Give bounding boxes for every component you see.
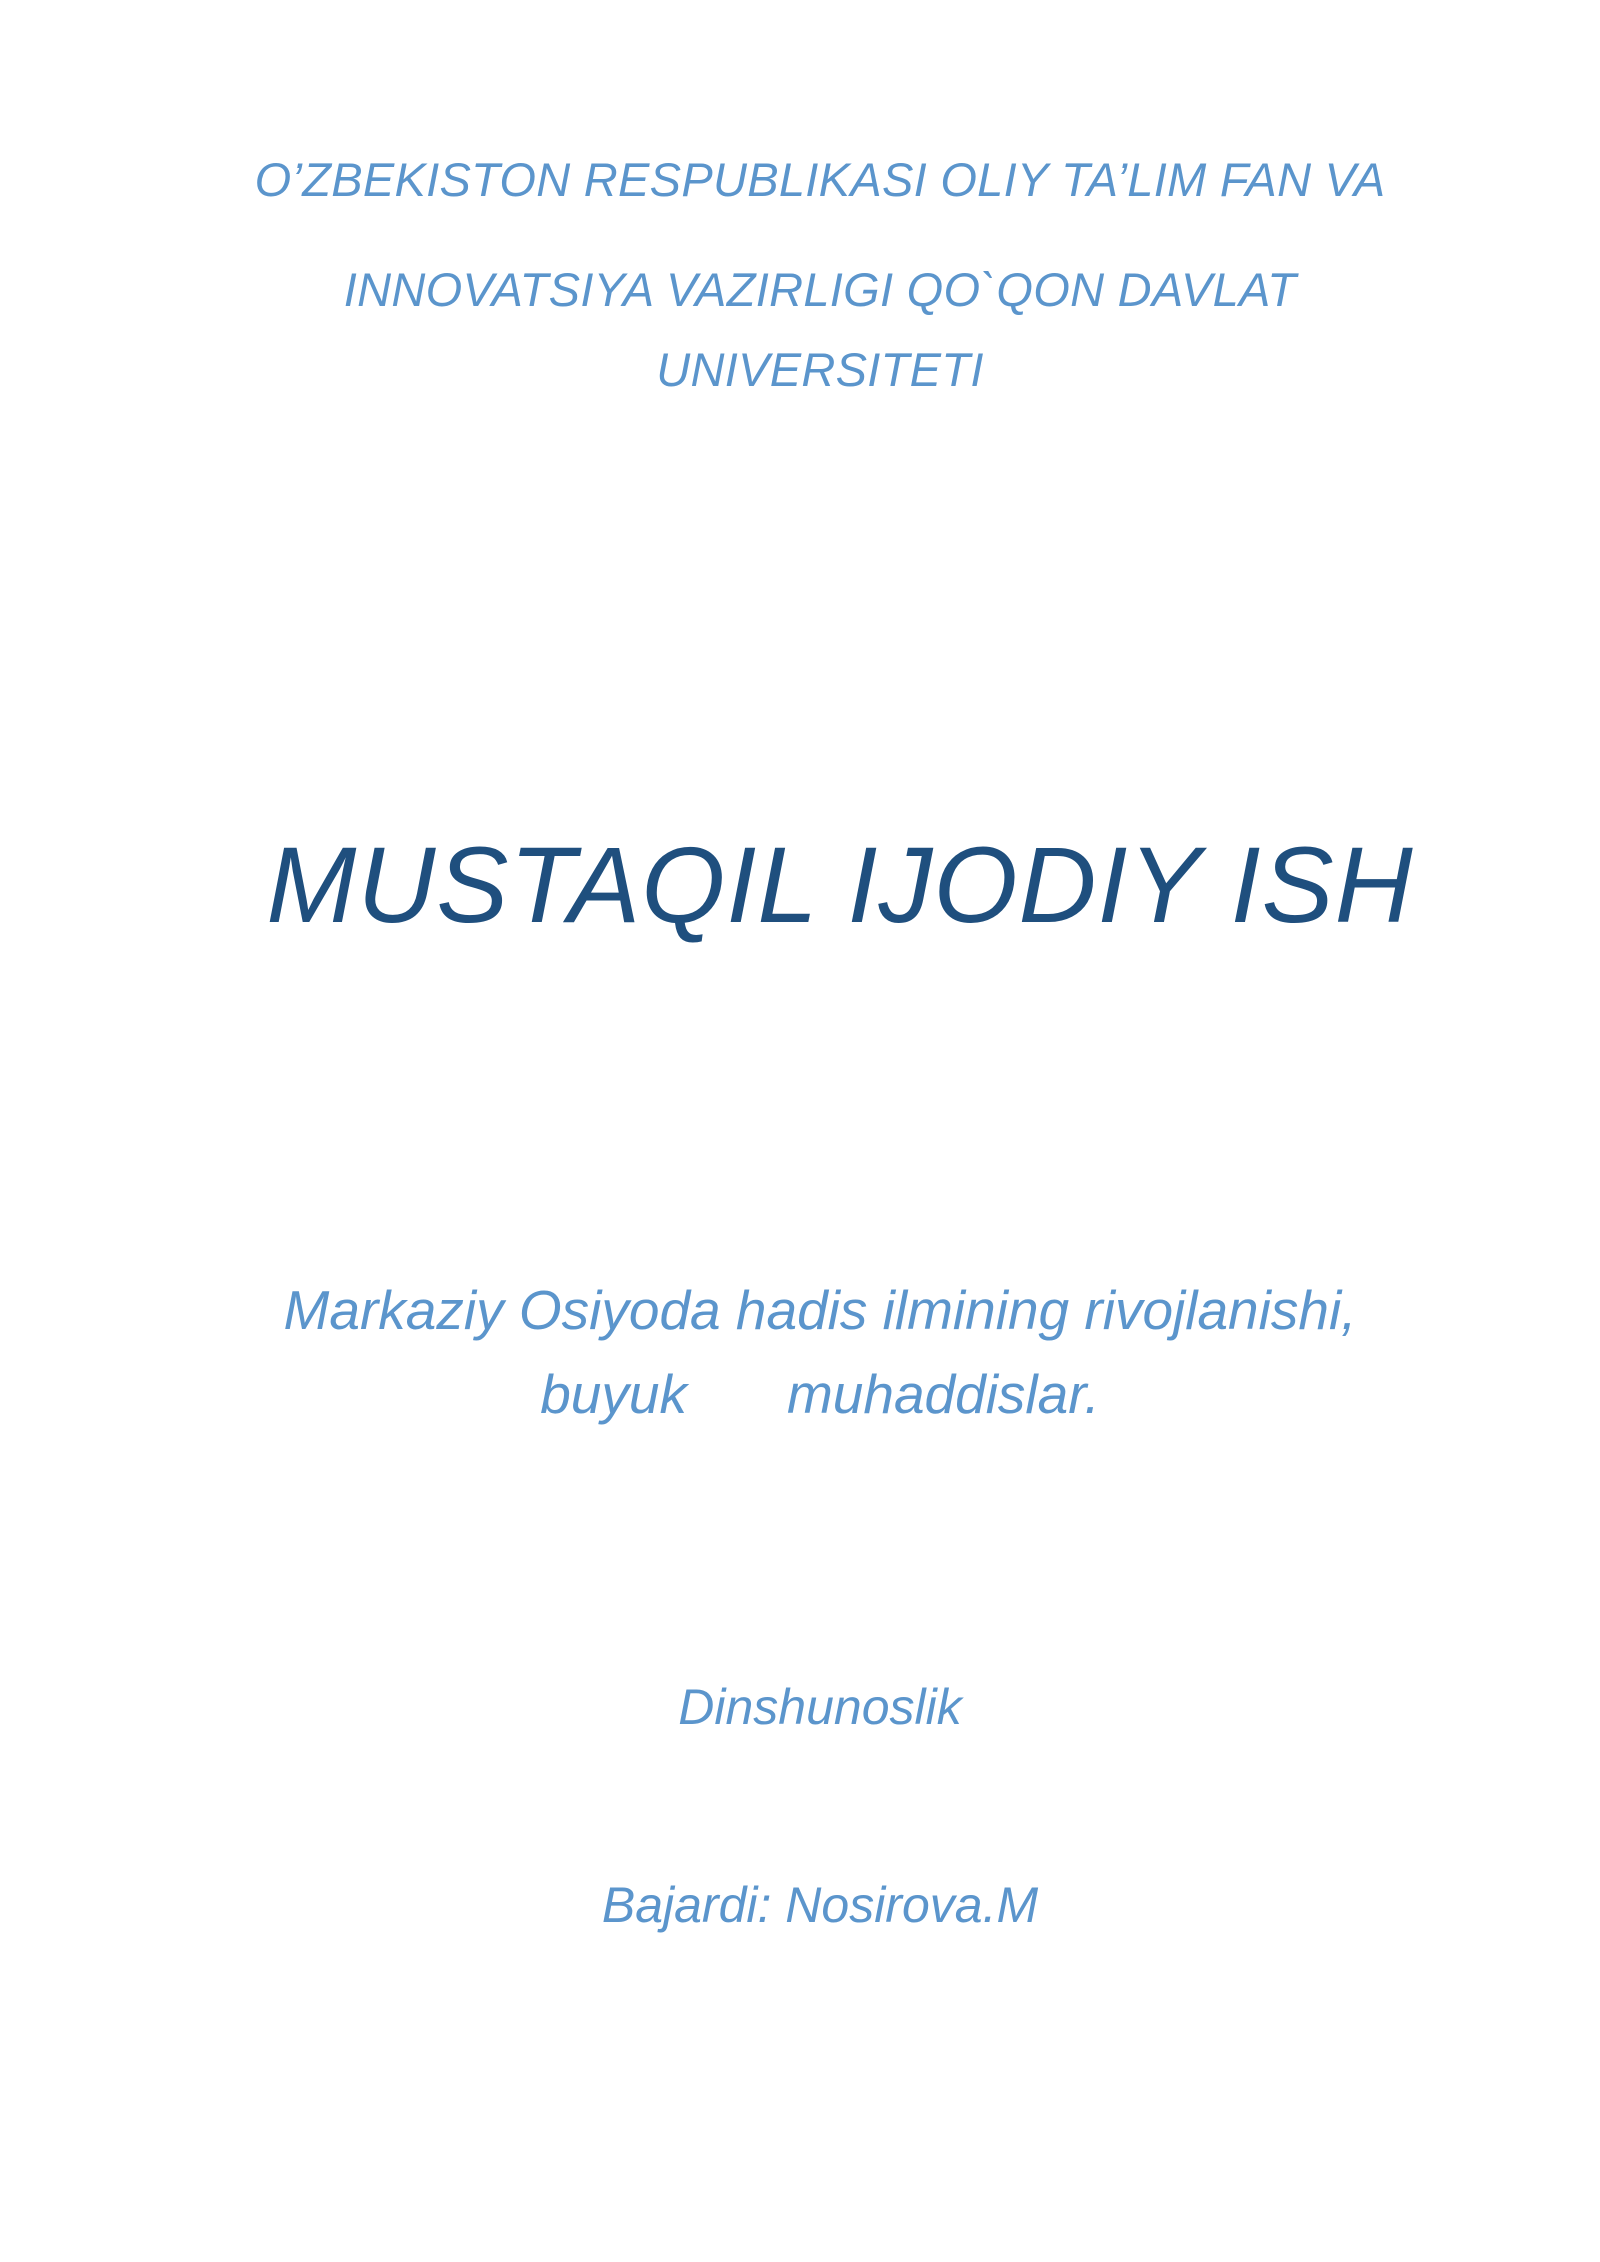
topic-heading — [200, 1268, 1440, 1436]
institution-header — [200, 150, 1440, 410]
topic-word-muhaddislar: muhaddislar. — [786, 1363, 1100, 1425]
subject-name: Dinshunoslik — [678, 1679, 962, 1735]
institution-header-line-2: INNOVATSIYA VAZIRLIGI QO`QON DAVLAT UNIVERSITETI — [343, 263, 1297, 396]
topic-line-2 — [200, 1352, 1440, 1436]
institution-header-line-1: O’ZBEKISTON RESPUBLIKASI OLIY TA’LIM FAN VA — [254, 153, 1386, 206]
topic-line-1: Markaziy Osiyoda hadis ilmining rivojlanishi, — [283, 1279, 1357, 1341]
topic-word-buyuk: buyuk — [540, 1363, 687, 1425]
author-line: Bajardi: Nosirova.M — [601, 1877, 1039, 1933]
document-title: MUSTAQIL IJODIY ISH — [266, 824, 1414, 945]
